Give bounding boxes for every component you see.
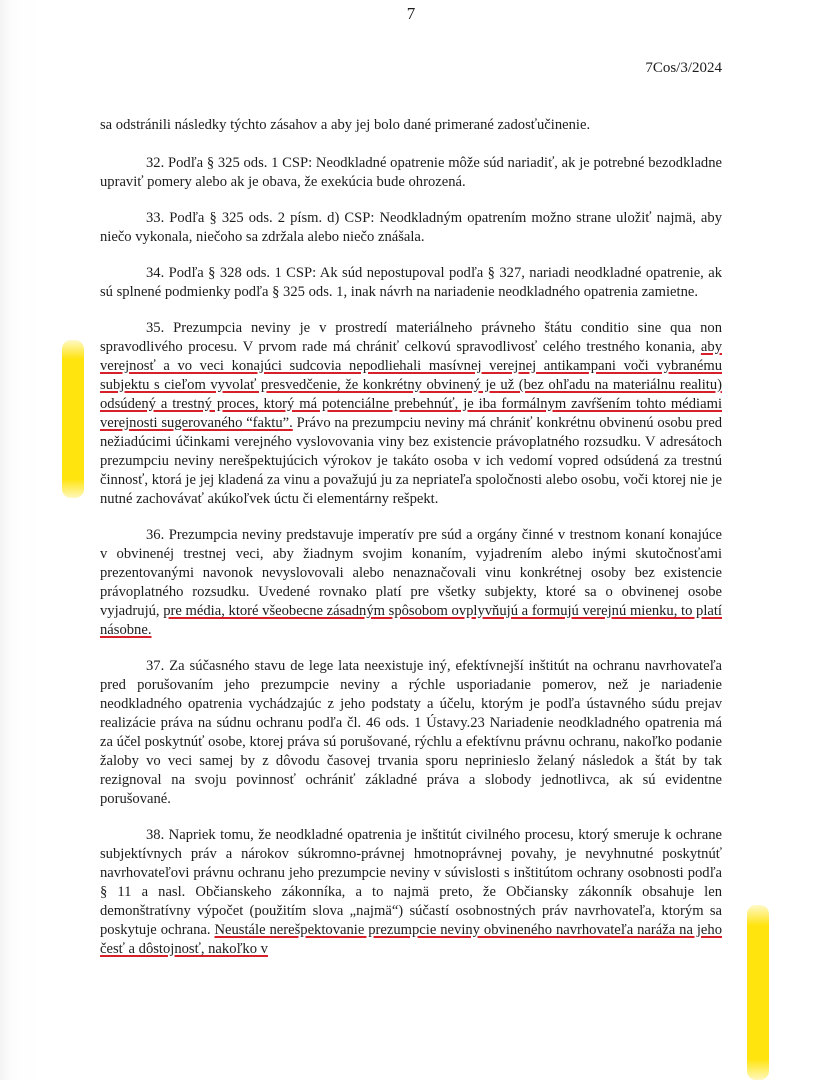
- underlined-passage: Neustále nerešpektovanie prezumpcie neviny obvineného navrhovateľa naráža na jeho česť a dôstojnosť, nakoľko v: [100, 922, 722, 957]
- paragraph-continuation: [100, 116, 722, 135]
- yellow-highlighter-mark: [747, 905, 769, 1080]
- paragraph-36: [100, 526, 722, 640]
- text-segment: 36. Prezumpcia neviny predstavuje imperatív pre súd a orgány činné v trestnom konaní konajúce v obvinenéj trestnej veci, aby žiadnym svojim konaním, vyjadrením alebo inými skutočnosťami prezentovanými navonok nevyslovovali alebo nenaznačovali vinu konkrétnej osoby bez existencie právoplatného rozsudku. Uvedené rovnako platí pre všetky subjekty, ktoré sa o obvinenej osobe vyjadrujú,: [100, 527, 722, 619]
- paragraph-35: [100, 319, 722, 509]
- paragraph-37: [100, 657, 722, 809]
- yellow-highlighter-mark: [62, 340, 84, 498]
- text-segment: 35. Prezumpcia neviny je v prostredí materiálneho právneho štátu conditio sine qua non spravodlivého procesu. V prvom rade má chrániť celkovú spravodlivosť celého trestného konania,: [100, 320, 722, 355]
- paragraph-32: [100, 154, 722, 192]
- text-segment: Právo na prezumpciu neviny má chrániť konkrétnu obvinenú osobu pred nežiadúcimi účinkami verejného vyslovovania viny bez existencie právoplatného rozsudku. V adresátoch prezumpciu neviny nerešpektujúcich výrokov je takáto osoba v ich vedomí vopred odsúdená za trestnú činnosť, ktorá je jej kladená za vinu a považujú ju za nepriateľa spoločnosti alebo osobu, voči ktorej nie je nutné zachovávať akúkoľvek úctu či elementárny rešpekt.: [100, 415, 722, 507]
- underlined-passage: aby verejnosť a vo veci konajúci sudcovia nepodliehali masívnej verejnej antikampani voči vybranému subjektu s cieľom vyvolať presvedčenie, že konkrétny obvinený je už (bez ohľadu na materiálnu realitu) odsúdený a trestný proces, ktorý má potenciálne prebehnúť, je iba formálnym zavŕšením tohto médiami verejnosti sugerovaného “faktu”.: [100, 339, 722, 431]
- paragraph-33: [100, 209, 722, 247]
- case-reference: 7Cos/3/2024: [645, 60, 722, 76]
- text-segment: 32. Podľa § 325 ods. 1 CSP: Neodkladné opatrenie môže súd nariadiť, ak je potrebné bezodkladne upraviť pomery alebo ak je obava, že exekúcia bude ohrozená.: [100, 155, 722, 190]
- text-segment: 37. Za súčasného stavu de lege lata neexistuje iný, efektívnejší inštitút na ochranu navrhovateľa pred porušovaním jeho prezumpcie neviny a rýchle usporiadanie pomerov, než je nariadenie neodkladného opatrenia vychádzajúc z jeho podstaty a účelu, ktorým je podľa ústavného súdu prejav realizácie práva na súdnu ochranu podľa čl. 46 ods. 1 Ústavy.23 Nariadenie neodkladného opatrenia má za účel poskytnúť osobe, ktorej práva sú porušované, rýchlu a efektívnu právnu ochranu, nakoľko podanie žaloby vo veci samej by z dôvodu časovej trvania sporu neprinieslo želaný následok a štát by tak rezignoval na svoju povinnosť ochrániť základné práva a slobody jednotlivca, ak sú evidentne porušované.: [100, 658, 722, 807]
- page-number: 7: [406, 4, 416, 23]
- text-segment: sa odstránili následky týchto zásahov a aby jej bolo dané primerané zadosťučinenie.: [100, 117, 591, 133]
- paragraph-38: [100, 826, 722, 959]
- text-segment: 38. Napriek tomu, že neodkladné opatrenia je inštitút civilného procesu, ktorý smeruje k ochrane subjektívnych práv a nárokov súkromno-právnej hmotnoprávnej povahy, je nevyhnutné poskytnúť navrhovateľovi právnu ochranu jeho prezumpcie neviny v súvislosti s inštitútom ochrany osobnosti podľa § 11 a nasl. Občianskeho zákonníka, a to najmä preto, že Občiansky zákonník obsahuje len demonštratívny výpočet (použitím slova „najmä“) súčastí osobnostných práv navrhovateľa, ktorým sa poskytuje ochrana.: [100, 827, 722, 938]
- document-body: [100, 116, 722, 976]
- text-segment: 34. Podľa § 328 ods. 1 CSP: Ak súd nepostupoval podľa § 327, nariadi neodkladné opatrenie, ak sú splnené podmienky podľa § 325 ods. 1, inak návrh na nariadenie neodkladného opatrenia zamietne.: [100, 265, 722, 300]
- underlined-passage: pre média, ktoré všeobecne zásadným spôsobom ovplyvňujú a formujú verejnú mienku, to platí násobne.: [100, 603, 722, 638]
- text-segment: 33. Podľa § 325 ods. 2 písm. d) CSP: Neodkladným opatrením možno strane uložiť najmä, aby niečo vykonala, niečoho sa zdržala alebo niečo znášala.: [100, 210, 722, 245]
- paragraph-34: [100, 264, 722, 302]
